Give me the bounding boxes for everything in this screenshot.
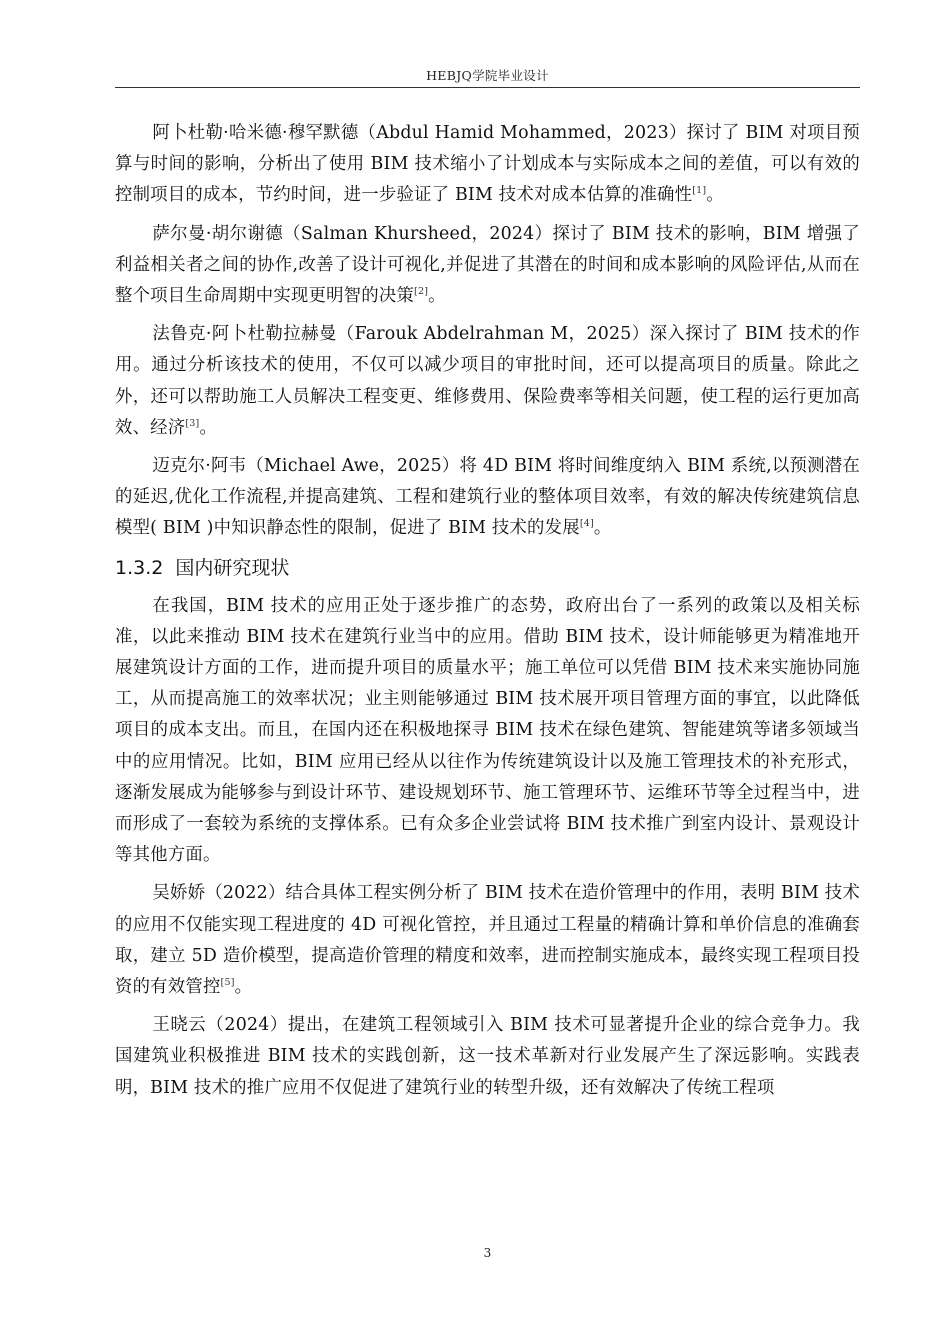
section-number: 1.3.2 bbox=[115, 556, 164, 579]
paragraph-wang-xiaoyun: 王晓云（2024）提出，在建筑工程领域引入 BIM 技术可显著提升企业的综合竞争力。我国建筑业积极推进 BIM 技术的实践创新，这一技术革新对行业发展产生了深远影响。实践表明，BIM 技术的推广应用不仅促进了建筑行业的转型升级，还有效解决了传统工程项 bbox=[115, 1015, 860, 1098]
paragraph-abdul-hamid: 阿卜杜勒·哈米德·穆罕默德（Abdul Hamid Mohammed，2023）探讨了 BIM 对项目预算与时间的影响，分析出了使用 BIM 技术缩小了计划成本与实际成本之间的差值，可以有效的控制项目的成本，节约时间，进一步验证了 BIM 技术对成本估算的准确性[1]。 bbox=[115, 123, 860, 206]
citation-1[interactable]: [1] bbox=[692, 185, 707, 197]
paragraph-michael: 迈克尔·阿韦（Michael Awe，2025）将 4D BIM 将时间维度纳入 BIM 系统,以预测潜在的延迟,优化工作流程,并提高建筑、工程和建筑行业的整体项目效率，有效的解决传统建筑信息模型( BIM )中知识静态性的限制，促进了 BIM 技术的发展[4]。 bbox=[115, 456, 860, 539]
header-rule bbox=[115, 87, 860, 88]
section-heading bbox=[115, 545, 860, 591]
paragraph-domestic-overview: 在我国，BIM 技术的应用正处于逐步推广的态势，政府出台了一系列的政策以及相关标准，以此来推动 BIM 技术在建筑行业当中的应用。借助 BIM 技术，设计师能够更为精准地开展建筑设计方面的工作，进而提升项目的质量水平；施工单位可以凭借 BIM 技术来实施协同施工，从而提高施工的效率状况；业主则能够通过 BIM 技术展开项目管理方面的事宜，以此降低项目的成本支出。而且，在国内还在积极地探寻 BIM 技术在绿色建筑、智能建筑等诸多领域当中的应用情况。比如，BIM 应用已经从以往作为传统建筑设计以及施工管理技术的补充形式，逐渐发展成为能够参与到设计环节、建设规划环节、施工管理环节、运维环节等全过程当中，进而形成了一套较为系统的支撑体系。已有众多企业尝试将 BIM 技术推广到室内设计、景观设计等其他方面。 bbox=[115, 595, 860, 866]
section-title: 国内研究现状 bbox=[175, 556, 290, 579]
document-body bbox=[115, 118, 860, 1104]
paragraph-salman: 萨尔曼·胡尔谢德（Salman Khursheed，2024）探讨了 BIM 技术的影响，BIM 增强了利益相关者之间的协作,改善了设计可视化,并促进了其潜在的时间和成本影响的风险评估,从而在整个项目生命周期中实现更明智的决策[2]。 bbox=[115, 223, 860, 307]
citation-4[interactable]: [4] bbox=[579, 518, 594, 530]
citation-2[interactable]: [2] bbox=[414, 286, 429, 298]
page-header: HEBJQ学院毕业设计 bbox=[426, 68, 549, 83]
page-number: 3 bbox=[483, 1246, 492, 1260]
paragraph-farouk: 法鲁克·阿卜杜勒拉赫曼（Farouk Abdelrahman M，2025）深入探讨了 BIM 技术的作用。通过分析该技术的使用，不仅可以减少项目的审批时间，还可以提高项目的质量。除此之外，还可以帮助施工人员解决工程变更、维修费用、保险费率等相关问题，使工程的运行更加高效、经济[3]。 bbox=[115, 324, 860, 438]
paragraph-wu-jiaojiao: 吴娇娇（2022）结合具体工程实例分析了 BIM 技术在造价管理中的作用，表明 BIM 技术的应用不仅能实现工程进度的 4D 可视化管控，并且通过工程量的精确计算和单价信息的准确套取，建立 5D 造价模型，提高造价管理的精度和效率，进而控制实施成本，最终实现工程项目投资的有效管控[5]。 bbox=[115, 883, 860, 998]
citation-5[interactable]: [5] bbox=[220, 977, 235, 989]
citation-3[interactable]: [3] bbox=[185, 418, 200, 430]
